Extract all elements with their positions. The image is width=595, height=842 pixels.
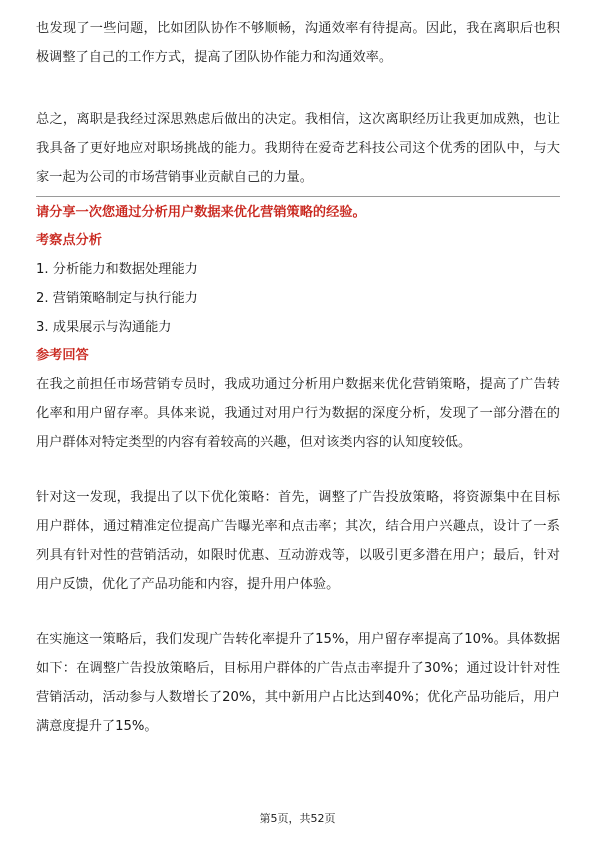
analysis-item: 1. 分析能力和数据处理能力: [36, 262, 198, 277]
paragraph-conclusion: 总之，离职是我经过深思熟虑后做出的决定。我相信，这次离职经历让我更加成熟，也让我具备了更好地应对职场挑战的能力。我期待在爱奇艺科技公司这个优秀的团队中，与大家一起为公司的市场营销事业贡献自己的力量。: [36, 112, 560, 185]
answer-paragraph: 在我之前担任市场营销专员时，我成功通过分析用户数据来优化营销策略，提高了广告转化率和用户留存率。具体来说，我通过对用户行为数据的深度分析，发现了一部分潜在的用户群体对特定类型的内容有着较高的兴趣，但对该类内容的认知度较低。: [36, 377, 560, 450]
analysis-item: 3. 成果展示与沟通能力: [36, 320, 172, 335]
page-number-footer: 第5页，共52页: [259, 812, 336, 825]
paragraph-gap: [36, 599, 560, 625]
section-divider: [36, 196, 560, 197]
answer-paragraph: 针对这一发现，我提出了以下优化策略：首先，调整了广告投放策略，将资源集中在目标用户群体，通过精准定位提高广告曝光率和点击率；其次，结合用户兴趣点，设计了一系列具有针对性的营销活动，如限时优惠、互动游戏等，以吸引更多潜在用户；最后，针对用户反馈，优化了产品功能和内容，提升用户体验。: [36, 490, 560, 592]
page-content: [36, 14, 560, 741]
paragraph-team-collaboration: 也发现了一些问题，比如团队协作不够顺畅，沟通效率有待提高。因此，我在离职后也积极调整了自己的工作方式，提高了团队协作能力和沟通效率。: [36, 21, 560, 65]
answer-title: 参考回答: [36, 348, 89, 363]
question-heading: 请分享一次您通过分析用户数据来优化营销策略的经验。: [36, 205, 366, 220]
analysis-title: 考察点分析: [36, 233, 102, 248]
paragraph-gap: [36, 72, 560, 105]
analysis-item: 2. 营销策略制定与执行能力: [36, 291, 198, 306]
answer-paragraph: 在实施这一策略后，我们发现广告转化率提升了15%，用户留存率提高了10%。具体数据如下：在调整广告投放策略后，目标用户群体的广告点击率提升了30%；通过设计针对性营销活动，活动参与人数增长了20%，其中新用户占比达到40%；优化产品功能后，用户满意度提升了15%。: [36, 632, 560, 734]
paragraph-gap: [36, 457, 560, 483]
